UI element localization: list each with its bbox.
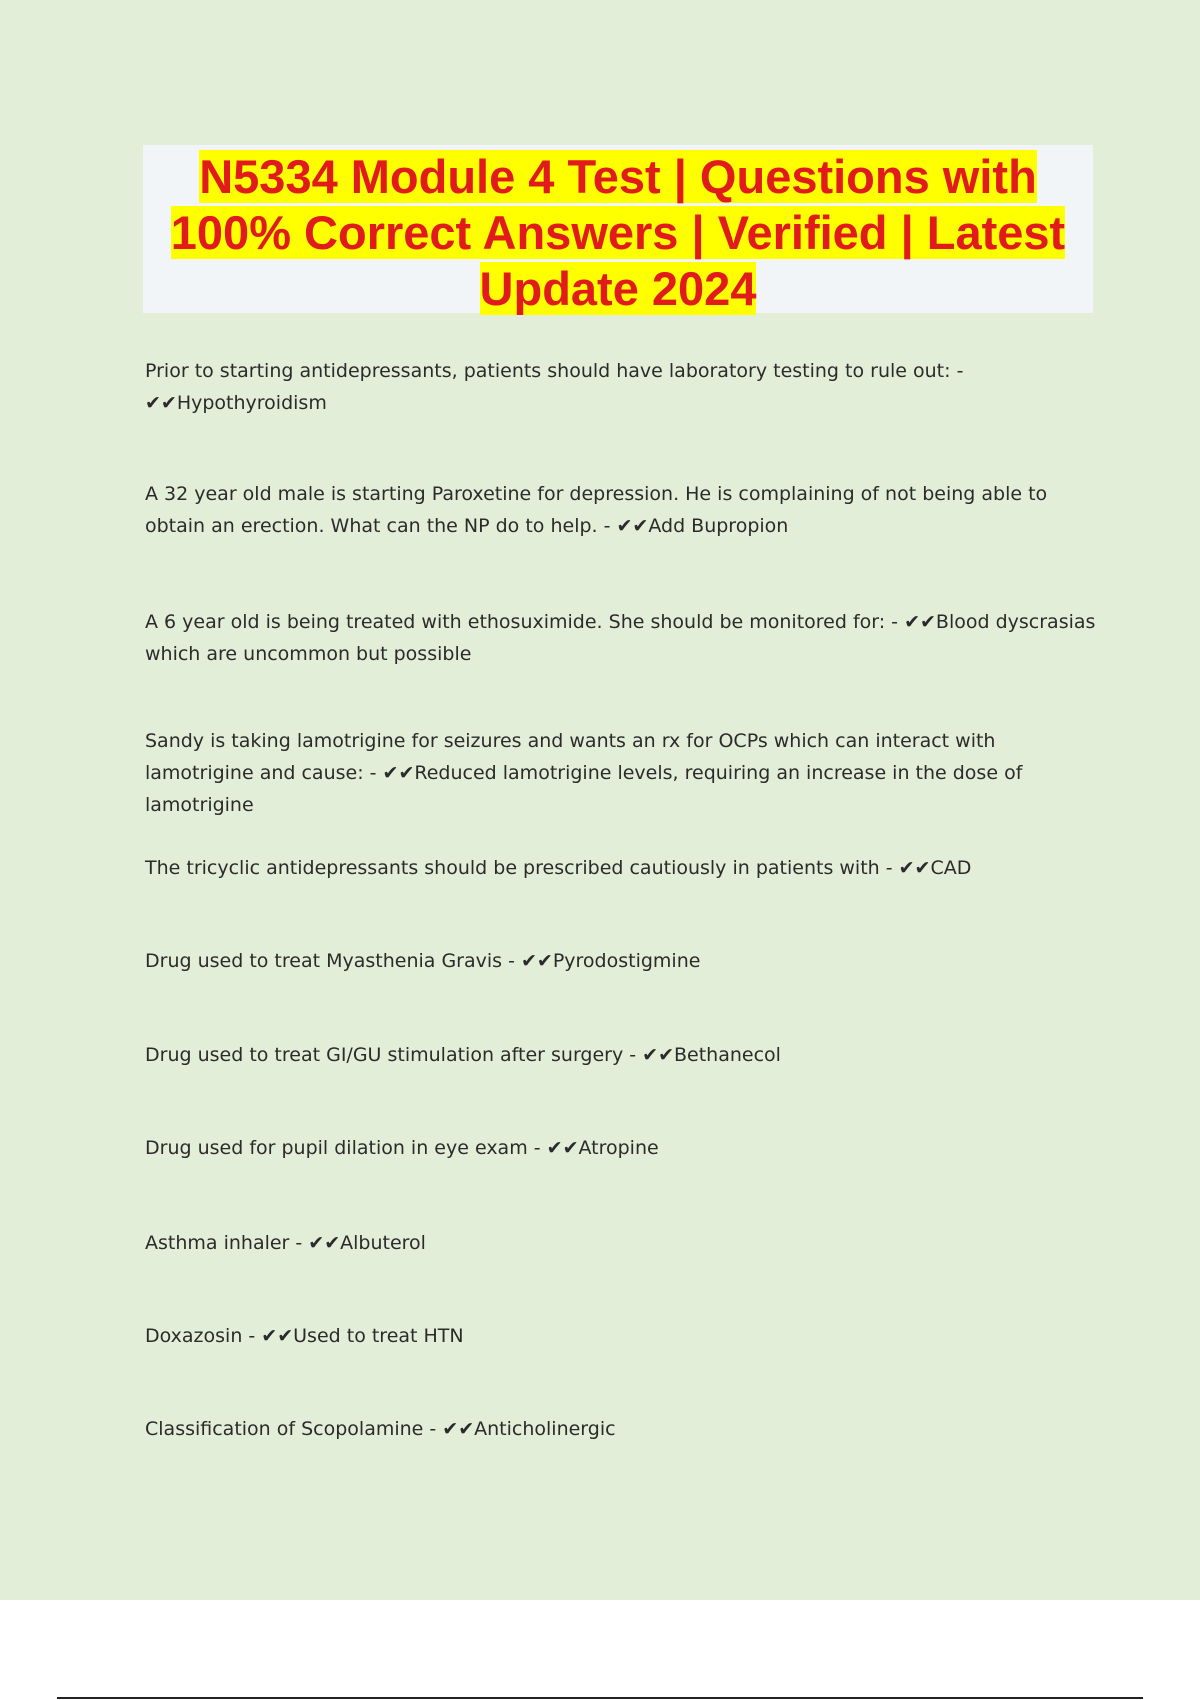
title-block: [143, 145, 1093, 313]
title-line-2: 100% Correct Answers | Verified | Latest: [170, 206, 1066, 259]
qa-item: Asthma inhaler - ✔✔Albuterol: [145, 1232, 426, 1254]
qa-item: A 6 year old is being treated with ethosuximide. She should be monitored for: - ✔✔Blood dyscrasias which are uncommon but possible: [145, 611, 1096, 665]
qa-item: Drug used for pupil dilation in eye exam - ✔✔Atropine: [145, 1137, 659, 1159]
qa-item: A 32 year old male is starting Paroxetine for depression. He is complaining of not being able to obtain an erection. What can the NP do to help. - ✔✔Add Bupropion: [145, 483, 1048, 537]
qa-item: Classification of Scopolamine - ✔✔Anticholinergic: [145, 1418, 616, 1440]
qa-item: Drug used to treat GI/GU stimulation after surgery - ✔✔Bethanecol: [145, 1044, 781, 1066]
page-divider: [57, 1697, 1143, 1699]
title-line-3: Update 2024: [479, 262, 757, 315]
qa-item: The tricyclic antidepressants should be prescribed cautiously in patients with - ✔✔CAD: [145, 857, 972, 879]
qa-item: Doxazosin - ✔✔Used to treat HTN: [145, 1325, 464, 1347]
qa-item: Sandy is taking lamotrigine for seizures and wants an rx for OCPs which can interact with lamotrigine and cause: - ✔✔Reduced lamotrigine levels, requiring an increase in the dose of lamotrigine: [145, 730, 1023, 816]
qa-item: Prior to starting antidepressants, patients should have laboratory testing to rule out: - ✔✔Hypothyroidism: [145, 360, 964, 414]
document-title: [143, 145, 1093, 317]
title-line-1: N5334 Module 4 Test | Questions with: [199, 150, 1037, 203]
qa-item: Drug used to treat Myasthenia Gravis - ✔✔Pyrodostigmine: [145, 950, 701, 972]
